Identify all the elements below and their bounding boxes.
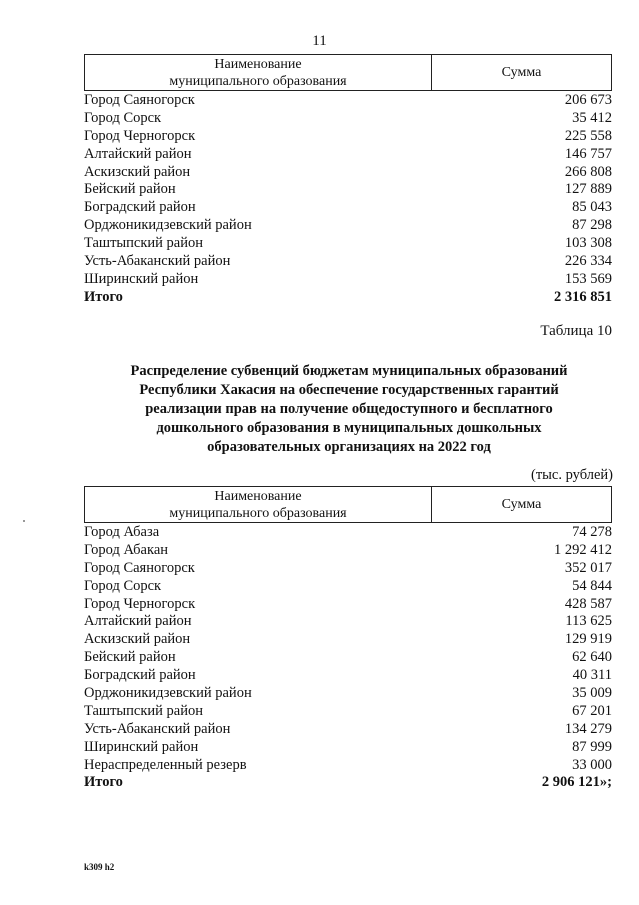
table-row (84, 578, 612, 596)
row-name: Город Сорск (84, 109, 162, 126)
total-value: 2 906 121»; (541, 774, 612, 791)
column-header-sum: Сумма (501, 64, 542, 80)
row-value: 225 558 (564, 127, 612, 144)
row-name: Алтайский район (84, 613, 192, 630)
row-value: 113 625 (565, 613, 612, 630)
row-name: Таштыпский район (84, 702, 204, 719)
row-name: Город Саяногорск (84, 559, 195, 576)
row-value: 226 334 (564, 253, 612, 270)
total-label: Итого (84, 288, 123, 305)
unit-label: (тыс. рублей) (531, 467, 613, 483)
row-value: 1 292 412 (554, 541, 612, 558)
row-value: 428 587 (564, 595, 612, 612)
table-row (84, 613, 612, 631)
row-name: Ширинский район (84, 738, 199, 755)
table2-rows (84, 524, 612, 792)
total-row (84, 774, 612, 792)
row-name: Город Сорск (84, 577, 162, 594)
table-row (84, 181, 612, 199)
row-name: Орджоникидзевский район (84, 217, 252, 234)
column-header-name-line1: Наименование (214, 57, 302, 72)
row-name: Город Саяногорск (84, 92, 195, 108)
row-name: Боградский район (84, 667, 196, 684)
title-line: образовательных организациях на 2022 год (207, 439, 491, 455)
row-value: 153 569 (564, 270, 612, 287)
table-row (84, 199, 612, 217)
row-value: 134 279 (564, 720, 612, 737)
footer-code: k309 h2 (84, 862, 115, 872)
column-header-sum: Сумма (501, 496, 542, 512)
column-header-name-line1: Наименование (214, 489, 302, 504)
row-value: 85 043 (572, 199, 612, 216)
table2-title (90, 362, 608, 457)
row-value: 35 009 (572, 685, 612, 702)
table-row (84, 560, 612, 578)
table-row (84, 235, 612, 253)
total-value: 2 316 851 (554, 288, 612, 305)
row-name: Усть-Абаканский район (84, 253, 231, 270)
row-name: Бейский район (84, 649, 176, 666)
table-row (84, 164, 612, 182)
row-value: 33 000 (572, 756, 612, 773)
row-name: Аскизский район (84, 631, 191, 648)
table1-header (84, 54, 612, 91)
table-row (84, 757, 612, 775)
title-line: Распределение субвенций бюджетам муниципальных образований (130, 363, 568, 379)
table-row (84, 739, 612, 757)
row-name: Город Черногорск (84, 595, 196, 612)
row-value: 62 640 (572, 649, 612, 666)
table-row (84, 524, 612, 542)
table1-rows (84, 92, 612, 307)
table-row (84, 721, 612, 739)
row-value: 206 673 (564, 92, 612, 108)
total-label: Итого (84, 774, 123, 791)
row-name: Боградский район (84, 199, 196, 216)
table-row (84, 110, 612, 128)
table-row (84, 667, 612, 685)
table2-header (84, 486, 612, 523)
row-name: Нераспределенный резерв (84, 756, 247, 773)
row-name: Бейский район (84, 181, 176, 198)
total-row (84, 289, 612, 307)
row-value: 266 808 (564, 163, 612, 180)
row-name: Алтайский район (84, 145, 192, 162)
table-row (84, 92, 612, 110)
row-name: Город Черногорск (84, 127, 196, 144)
row-value: 35 412 (572, 109, 612, 126)
table-row (84, 649, 612, 667)
table-row (84, 146, 612, 164)
title-line: Республики Хакасия на обеспечение государственных гарантий (139, 382, 559, 398)
row-value: 127 889 (564, 181, 612, 198)
row-value: 146 757 (564, 145, 612, 162)
row-value: 129 919 (564, 631, 612, 648)
row-value: 352 017 (564, 559, 612, 576)
row-value: 103 308 (564, 235, 612, 252)
page-number: 11 (312, 33, 327, 49)
row-value: 87 999 (572, 738, 612, 755)
row-name: Таштыпский район (84, 235, 204, 252)
row-name: Ширинский район (84, 270, 199, 287)
table-label: Таблица 10 (540, 323, 612, 339)
row-name: Город Абаза (84, 524, 160, 540)
table-row (84, 128, 612, 146)
table-row (84, 217, 612, 235)
row-name: Усть-Абаканский район (84, 720, 231, 737)
row-value: 54 844 (572, 577, 612, 594)
row-name: Аскизский район (84, 163, 191, 180)
table-row (84, 253, 612, 271)
row-name: Орджоникидзевский район (84, 685, 252, 702)
title-line: реализации прав на получение общедоступного и бесплатного (145, 401, 553, 417)
table-row (84, 631, 612, 649)
column-header-name-line2: муниципального образования (169, 74, 347, 89)
row-value: 67 201 (572, 702, 612, 719)
table-row (84, 596, 612, 614)
column-header-name-line2: муниципального образования (169, 506, 347, 521)
table-row (84, 703, 612, 721)
row-name: Город Абакан (84, 541, 169, 558)
row-value: 74 278 (572, 524, 612, 540)
title-line: дошкольного образования в муниципальных дошкольных (156, 420, 542, 436)
row-value: 87 298 (572, 217, 612, 234)
table-row (84, 271, 612, 289)
table-row (84, 542, 612, 560)
row-value: 40 311 (572, 667, 612, 684)
scan-speck (23, 520, 25, 522)
column-header-name (85, 487, 432, 522)
column-header-name (85, 55, 432, 90)
table-row (84, 685, 612, 703)
